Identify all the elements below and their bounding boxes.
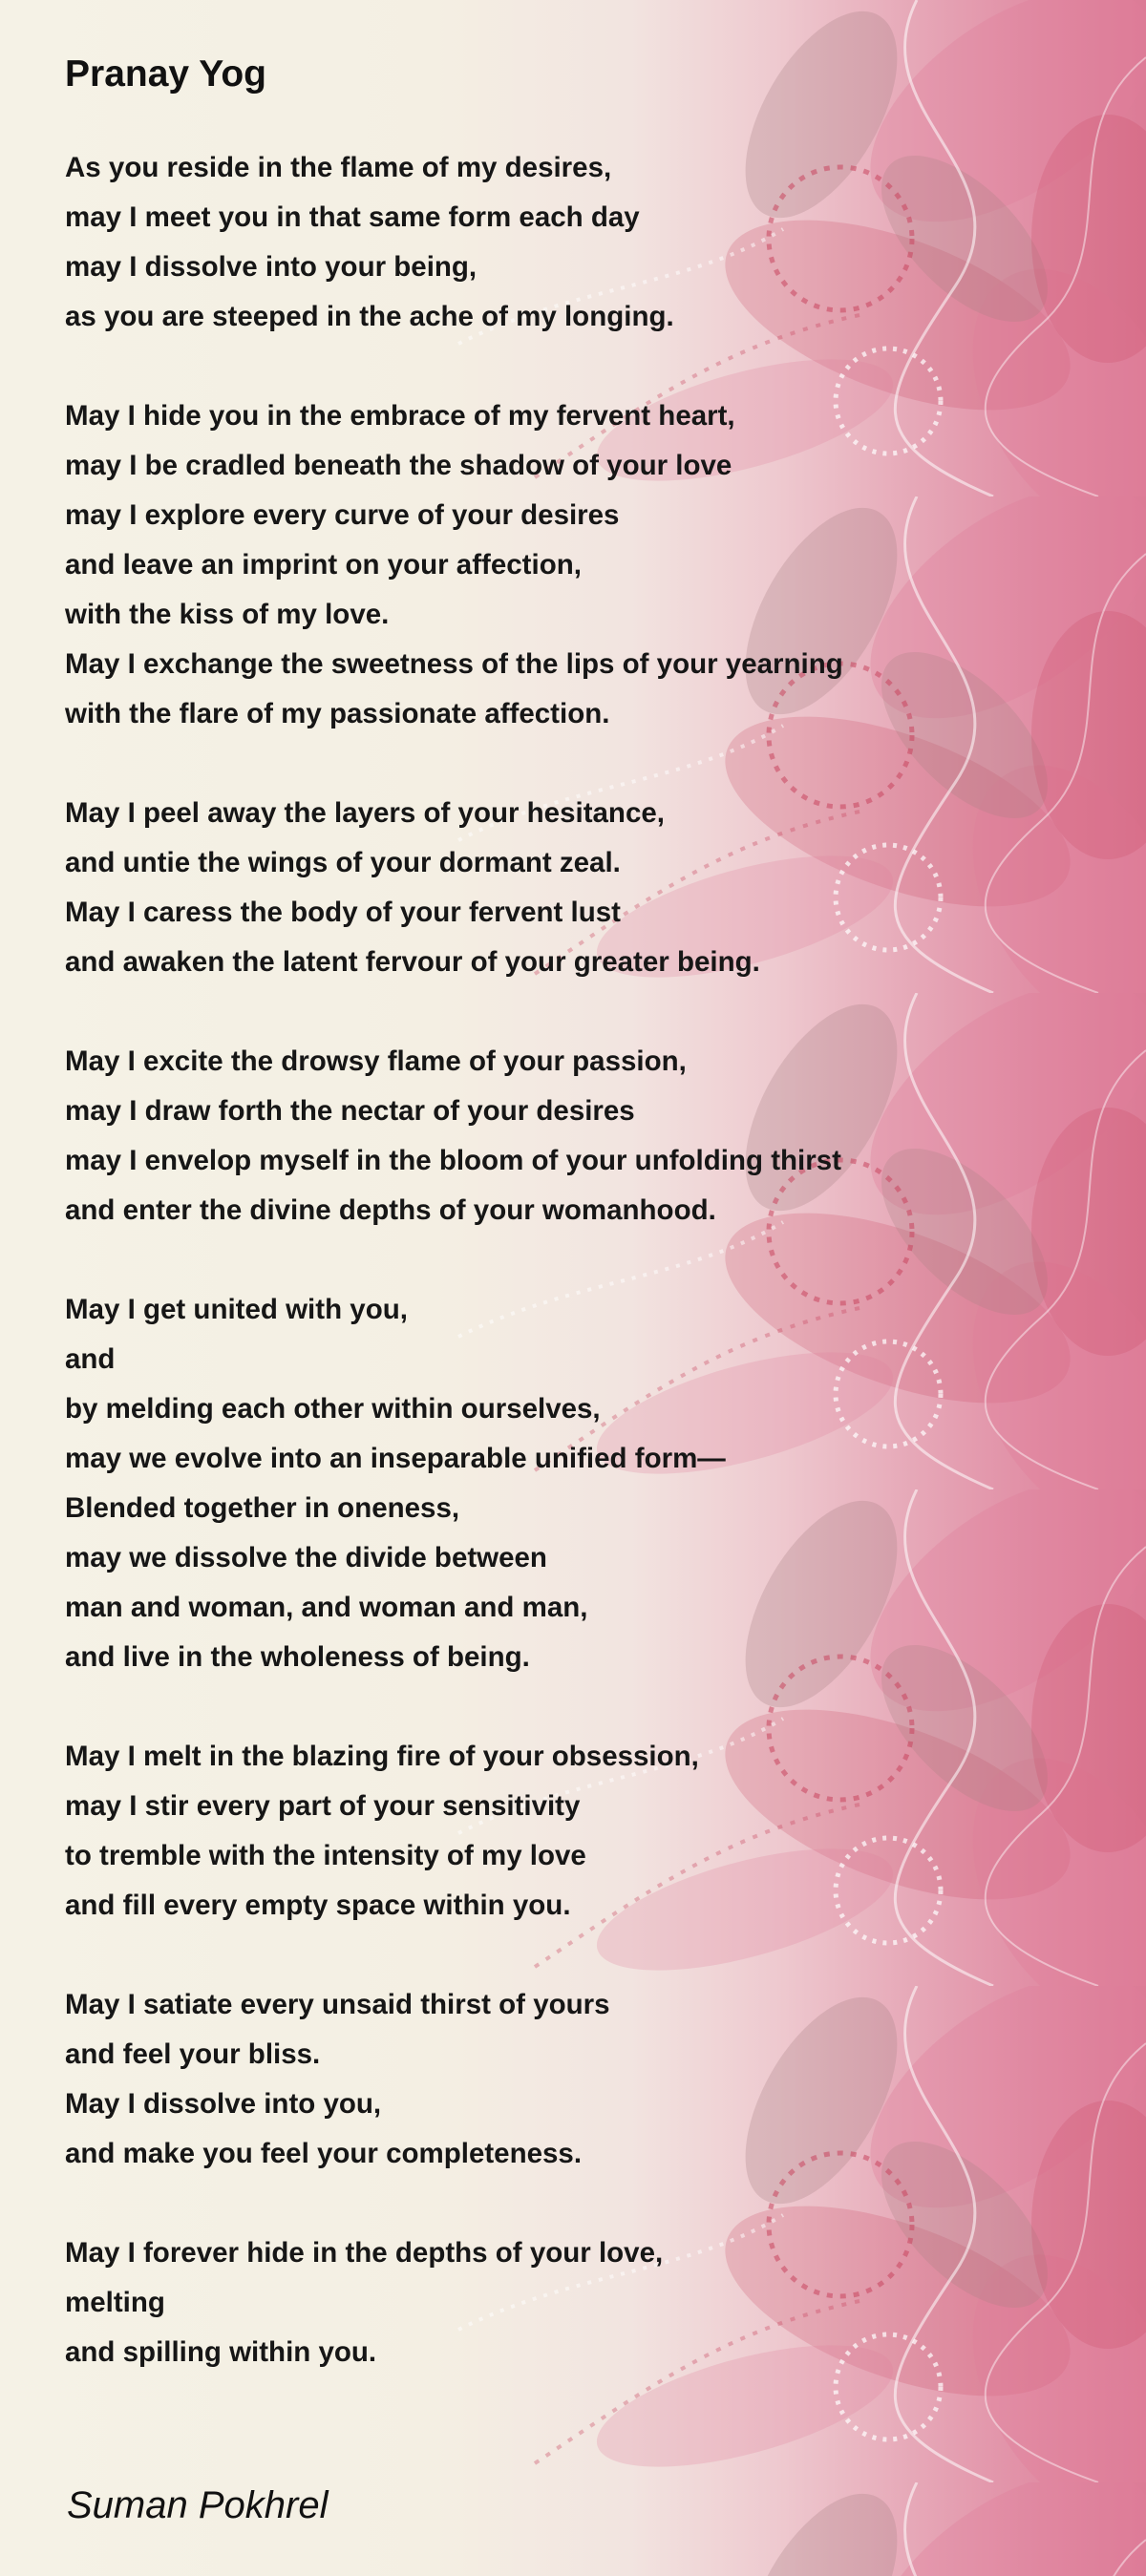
poem-line: and enter the divine depths of your womanhood. [65,1194,716,1226]
poem-line: by melding each other within ourselves, [65,1393,601,1425]
poem-line: melting [65,2287,165,2318]
poem-line: may I draw forth the nectar of your desires [65,1095,635,1127]
poem-line: man and woman, and woman and man, [65,1592,588,1623]
poem-line: May I hide you in the embrace of my fervent heart, [65,400,735,432]
poem-line: may we evolve into an inseparable unified form— [65,1443,726,1474]
poem-line: May I melt in the blazing fire of your obsession, [65,1741,699,1772]
poem-line: may I dissolve into your being, [65,251,478,283]
poem-line: and untie the wings of your dormant zeal. [65,847,621,878]
poem-line: and fill every empty space within you. [65,1890,571,1921]
poem-line: Blended together in oneness, [65,1492,460,1524]
poem-title: Pranay Yog [65,53,266,95]
poem-line: may I stir every part of your sensitivity [65,1790,581,1822]
poem-line: and leave an imprint on your affection, [65,549,582,581]
poem-line: and feel your bliss. [65,2038,321,2070]
poem-line: and spilling within you. [65,2336,377,2368]
poem-author: Suman Pokhrel [67,2484,329,2526]
poem-line: As you reside in the flame of my desires, [65,152,612,183]
poem-line: may I meet you in that same form each day [65,201,640,233]
poem-line: may we dissolve the divide between [65,1542,547,1573]
poem-line: May I excite the drowsy flame of your passion, [65,1045,687,1077]
poem-line: and live in the wholeness of being. [65,1641,530,1673]
poem-line: and [65,1343,116,1375]
poem-line: May I exchange the sweetness of the lips of your yearning [65,648,843,680]
poem-line: as you are steeped in the ache of my longing. [65,301,674,332]
poem-line: and make you feel your completeness. [65,2138,583,2169]
poem-line: May I dissolve into you, [65,2088,382,2120]
poem-line: May I forever hide in the depths of your love, [65,2237,664,2269]
poem-line: to tremble with the intensity of my love [65,1840,586,1871]
poem-line: may I be cradled beneath the shadow of your love [65,450,732,481]
poem-line: with the kiss of my love. [65,599,390,630]
poem-line: may I explore every curve of your desires [65,499,620,531]
poem-line: May I satiate every unsaid thirst of yours [65,1989,610,2020]
poem-line: and awaken the latent fervour of your greater being. [65,946,760,978]
poem-line: May I peel away the layers of your hesitance, [65,797,665,829]
poem-line: with the flare of my passionate affection. [65,698,610,729]
poem-line: May I get united with you, [65,1294,408,1325]
poem-line: may I envelop myself in the bloom of your unfolding thirst [65,1145,841,1176]
poem-line: May I caress the body of your fervent lust [65,897,621,928]
